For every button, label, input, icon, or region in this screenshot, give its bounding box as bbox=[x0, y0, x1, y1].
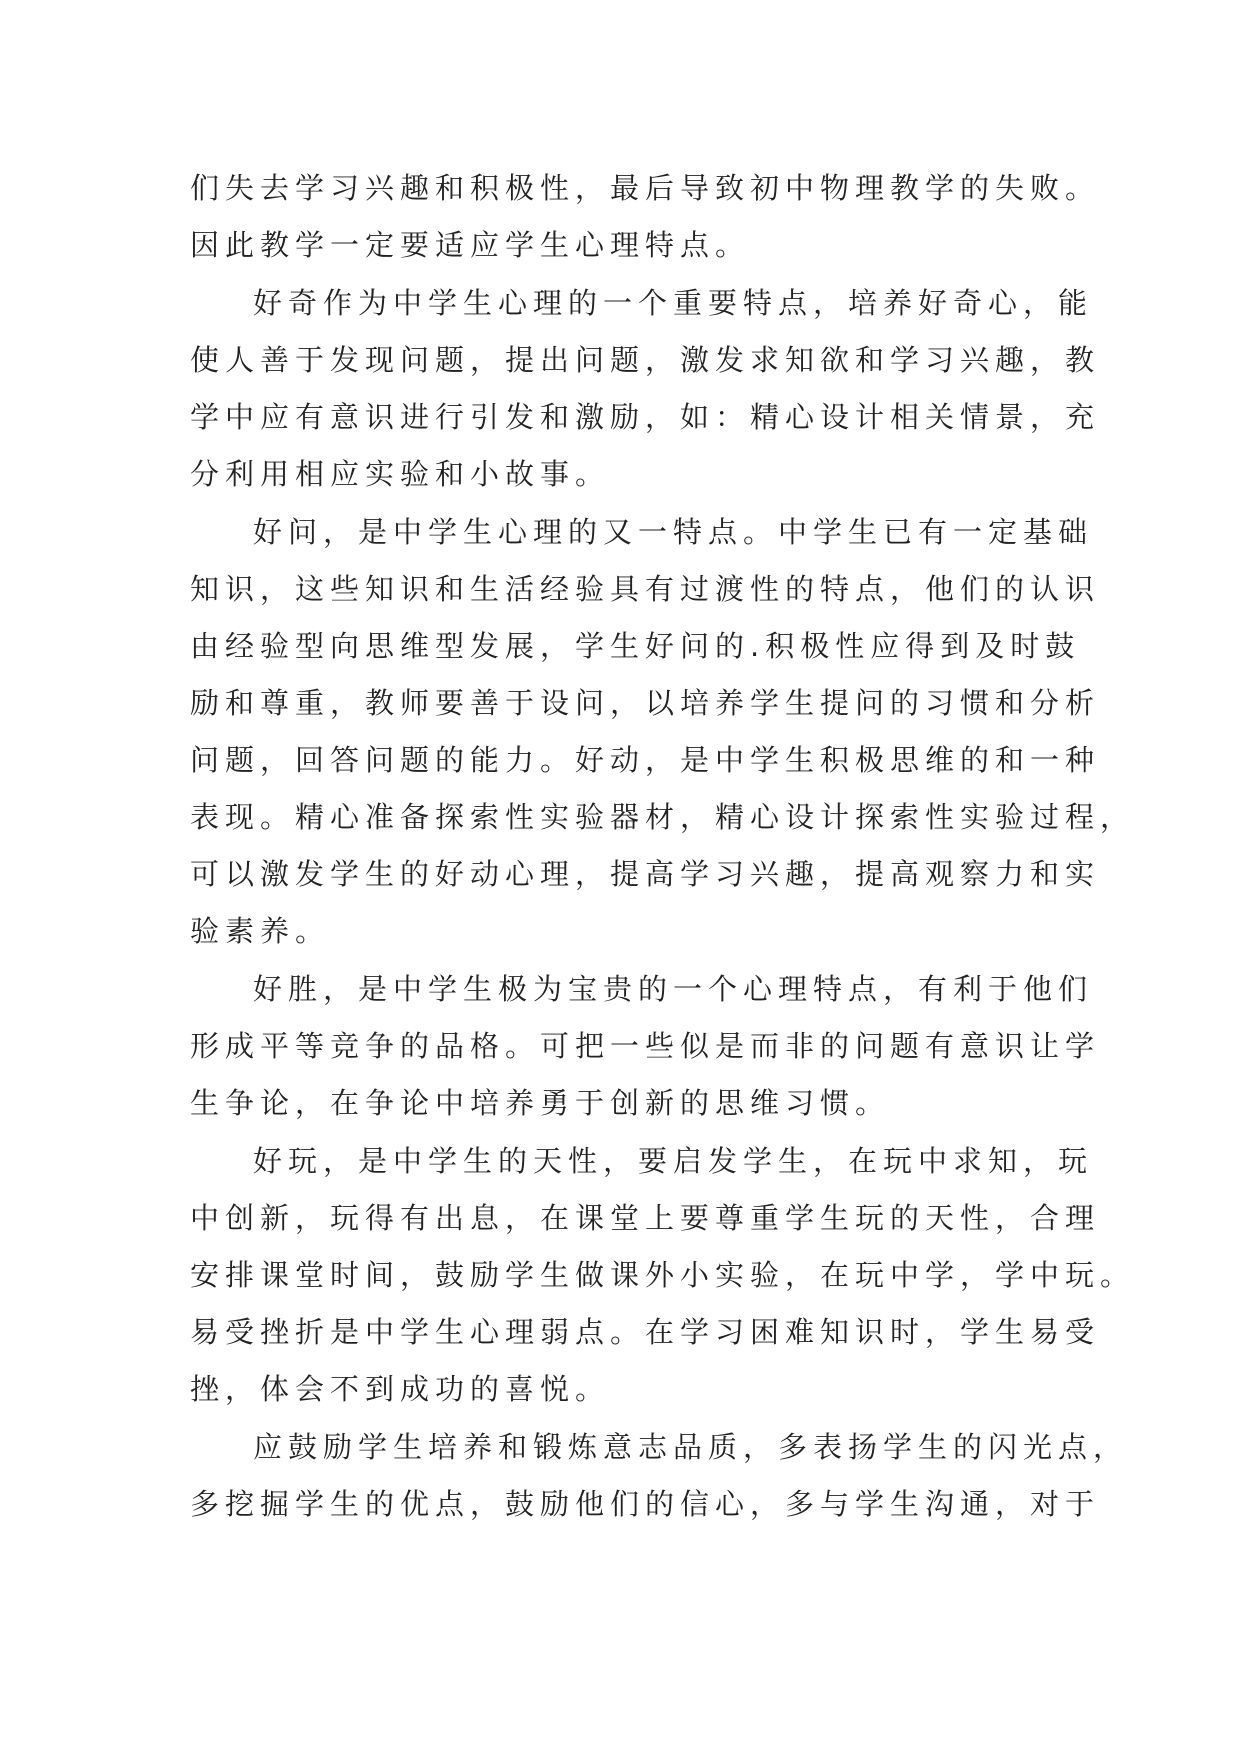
text-line: 易受挫折是中学生心理弱点。在学习困难知识时，学生易受 bbox=[190, 1315, 1101, 1349]
paragraph-start-line: 好问，是中学生心理的又一特点。中学生已有一定基础 bbox=[253, 515, 1094, 549]
text-line: 问题，回答问题的能力。好动，是中学生积极思维的和一种 bbox=[190, 743, 1101, 777]
text-line: 中创新，玩得有出息，在课堂上要尊重学生玩的天性，合理 bbox=[190, 1201, 1101, 1235]
text-line: 验素养。 bbox=[190, 914, 331, 948]
text-line: 使人善于发现问题，提出问题，激发求知欲和学习兴趣，教 bbox=[190, 343, 1101, 377]
text-line: 因此教学一定要适应学生心理特点。 bbox=[190, 228, 751, 262]
text-line: 们失去学习兴趣和积极性，最后导致初中物理教学的失败。 bbox=[190, 171, 1101, 205]
paragraph-start-line: 好玩，是中学生的天性，要启发学生，在玩中求知，玩 bbox=[253, 1144, 1094, 1178]
paragraph-start-line: 好奇作为中学生心理的一个重要特点，培养好奇心，能 bbox=[253, 286, 1094, 320]
text-line: 分利用相应实验和小故事。 bbox=[190, 457, 611, 491]
text-line: 生争论，在争论中培养勇于创新的思维习惯。 bbox=[190, 1086, 891, 1120]
text-line: 挫，体会不到成功的喜悦。 bbox=[190, 1372, 611, 1406]
paragraph-start-line: 应鼓励学生培养和锻炼意志品质，多表扬学生的闪光点， bbox=[253, 1430, 1129, 1464]
text-line: 励和尊重，教师要善于设问，以培养学生提问的习惯和分析 bbox=[190, 686, 1101, 720]
text-line: 表现。精心准备探索性实验器材，精心设计探索性实验过程， bbox=[190, 800, 1136, 834]
text-line: 可以激发学生的好动心理，提高学习兴趣，提高观察力和实 bbox=[190, 857, 1101, 891]
text-line: 由经验型向思维型发展，学生好问的.积极性应得到及时鼓 bbox=[190, 629, 1081, 663]
paragraph-start-line: 好胜，是中学生极为宝贵的一个心理特点，有利于他们 bbox=[253, 972, 1094, 1006]
text-line: 多挖掘学生的优点，鼓励他们的信心，多与学生沟通，对于 bbox=[190, 1487, 1101, 1521]
text-line: 知识，这些知识和生活经验具有过渡性的特点，他们的认识 bbox=[190, 572, 1101, 606]
body-text bbox=[190, 160, 1136, 1533]
text-line: 安排课堂时间，鼓励学生做课外小实验，在玩中学，学中玩。 bbox=[190, 1258, 1136, 1292]
text-line: 形成平等竞争的品格。可把一些似是而非的问题有意识让学 bbox=[190, 1029, 1101, 1063]
text-line: 学中应有意识进行引发和激励，如：精心设计相关情景，充 bbox=[190, 400, 1101, 434]
